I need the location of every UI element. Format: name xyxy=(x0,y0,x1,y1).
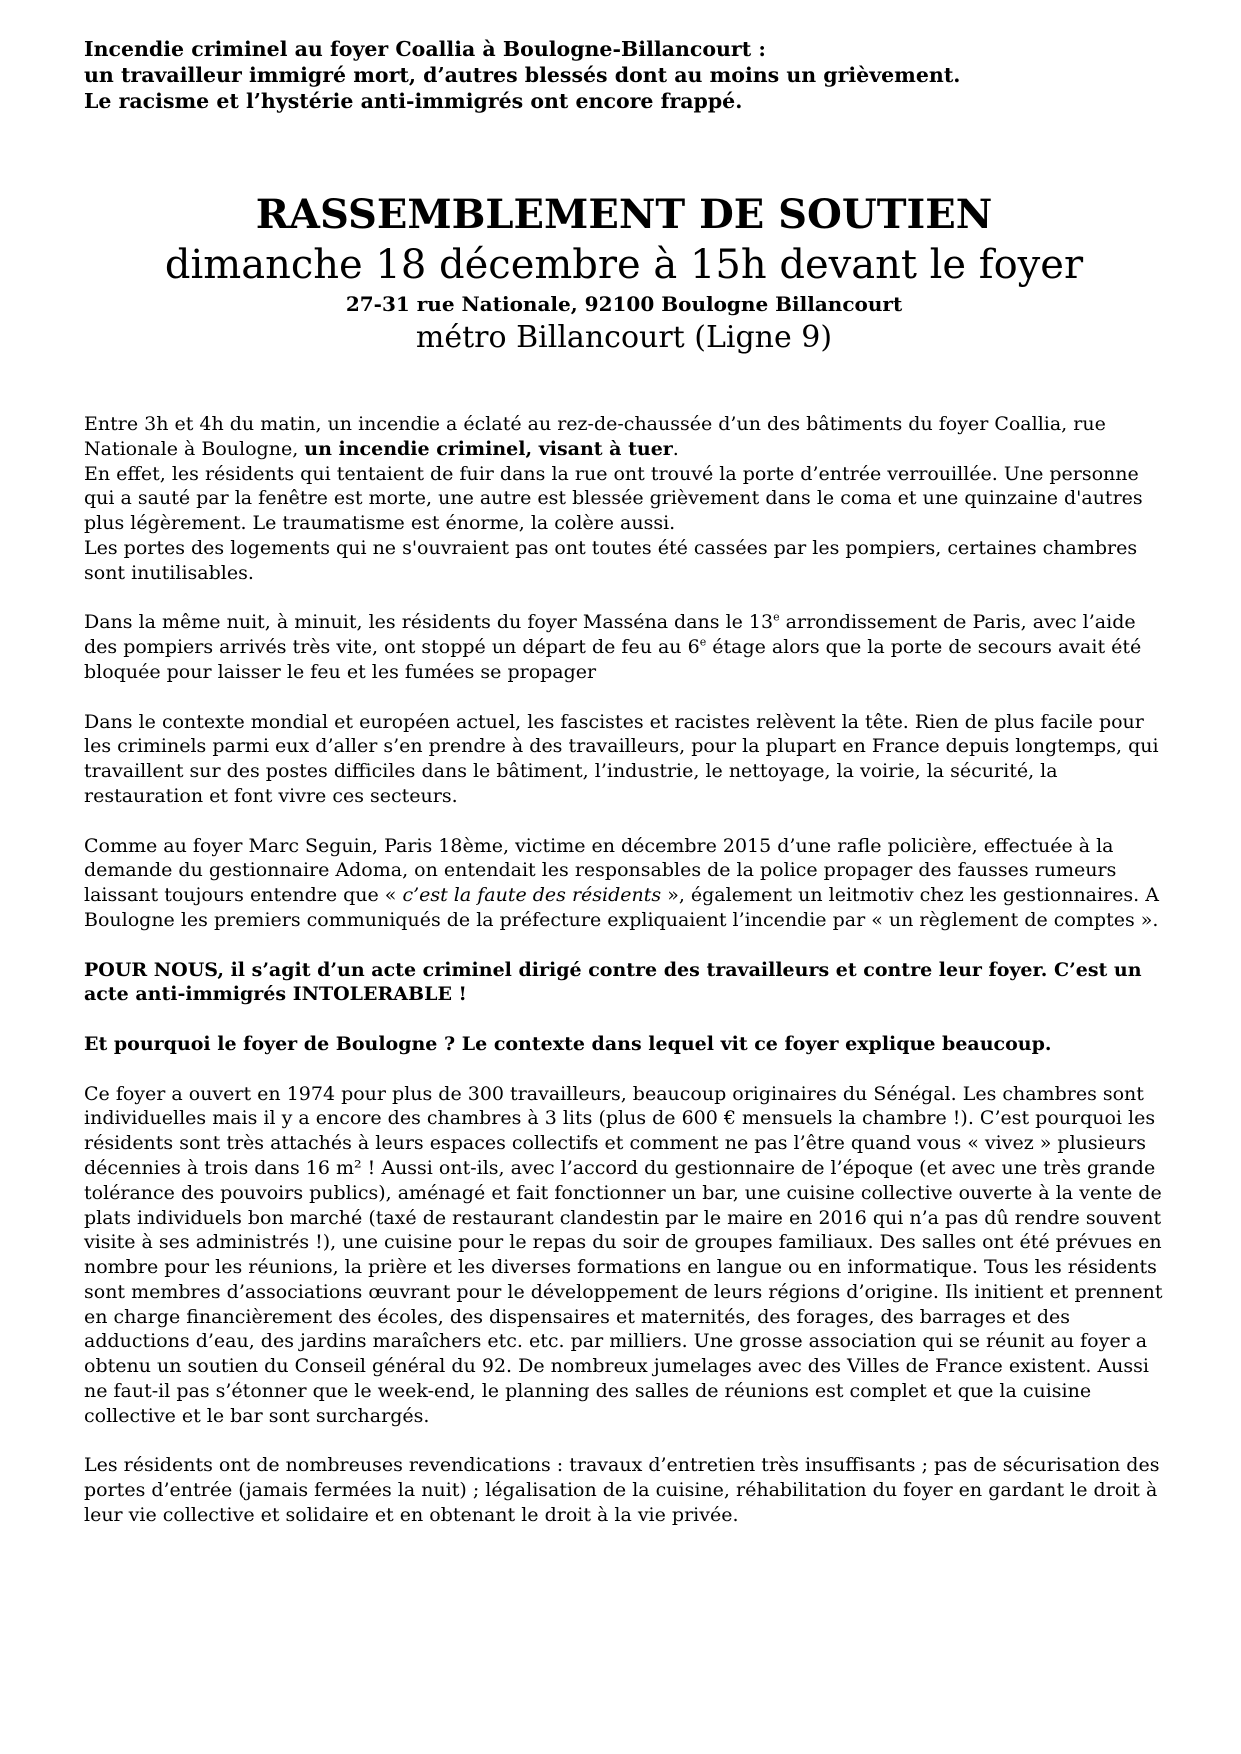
p1-text-d: En effet, les résidents qui tentaient de fuir dans la rue ont trouvé la porte d’entrée verrouillée. Une personne qui a sauté par la fenêtre est morte, une autre est blessée grièvement dans le coma et une quinzaine d'autres plus légèrement. Le traumatisme est énorme, la colère aussi. xyxy=(84,462,1143,535)
paragraph-1 xyxy=(84,412,1164,586)
banner-date: dimanche 18 décembre à 15h devant le foyer xyxy=(164,242,1084,288)
paragraph-7: Ce foyer a ouvert en 1974 pour plus de 300 travailleurs, beaucoup originaires du Sénégal. Les chambres sont individuelles mais il y a encore des chambres à 3 lits (plus de 600 € mensuels la chambre !). C’est pourquoi les résidents sont très attachés à leurs espaces collectifs et comment ne pas l’être quand vous « vivez » plusieurs décennies à trois dans 16 m² ! Aussi ont-ils, avec l’accord du gestionnaire de l’époque (et avec une très grande tolérance des pouvoirs publics), aménagé et fait fonctionner un bar, une cuisine collective ouverte à la vente de plats individuels bon marché (taxé de restaurant clandestin par le maire en 2016 qui n’a pas dû rendre souvent visite à ses administrés !), une cuisine pour le repas du soir de groupes familiaux. Des salles ont été prévues en nombre pour les réunions, la prière et les diverses formations en langue ou en informatique. Tous les résidents sont membres d’associations œuvrant pour le développement de leurs régions d’origine. Ils initient et prennent en charge financièrement des écoles, des dispensaires et maternités, des forages, des barrages et des adductions d’eau, des jardins maraîchers etc. etc. par milliers. Une grosse association qui se réunit au foyer a obtenu un soutien du Conseil général du 92. De nombreux jumelages avec des Villes de France existent. Aussi ne faut-il pas s’étonner que le week-end, le planning des salles de réunions est complet et que la cuisine collective et le bar sont surchargés. xyxy=(84,1082,1163,1427)
document-page xyxy=(84,36,1164,1553)
p2-superscript-1: e xyxy=(773,611,780,625)
p2-text-b: arrondissement de Paris, avec l’aide des pompiers arrivés très vite, ont stoppé un départ de feu au 6 xyxy=(84,611,1136,659)
paragraph-4 xyxy=(84,834,1164,933)
paragraph-2 xyxy=(84,610,1164,684)
p4-text-c: », également un leitmotiv chez les gestionnaires. A Boulogne les premiers communiqués de la préfecture expliquaient l’incendie par « un règlement de comptes ». xyxy=(84,884,1159,931)
headline-line-1: Incendie criminel au foyer Coallia à Boulogne-Billancourt : xyxy=(84,37,766,61)
banner-title: RASSEMBLEMENT DE SOUTIEN xyxy=(255,191,993,238)
p1-text-a: Entre 3h et 4h du matin, un incendie a éclaté au rez-de-chaussée d’un des bâtiments du foyer Coallia, rue Nationale à Boulogne, xyxy=(84,413,1106,460)
p2-superscript-2: e xyxy=(699,635,707,649)
article-body xyxy=(84,412,1164,1528)
banner-address: 27-31 rue Nationale, 92100 Boulogne Billancourt xyxy=(345,292,903,316)
headline xyxy=(84,36,1164,114)
paragraph-8: Les résidents ont de nombreuses revendications : travaux d’entretien très insuffisants ; pas de sécurisation des portes d’entrée (jamais fermées la nuit) ; légalisation de la cuisine, réhabilitation du foyer en gardant le droit à leur vie collective et solidaire et en obtenant le droit à la vie privée. xyxy=(84,1454,1160,1527)
paragraph-3: Dans le contexte mondial et européen actuel, les fascistes et racistes relèvent la tête. Rien de plus facile pour les criminels parmi eux d’aller s’en prendre à des travailleurs, pour la plupart en France depuis longtemps, qui travaillent sur des postes difficiles dans le bâtiment, l’industrie, le nettoyage, la voirie, la sécurité, la restauration et font vivre ces secteurs. xyxy=(84,710,1159,807)
p4-quote: c’est la faute des résidents xyxy=(402,884,662,907)
paragraph-5: POUR NOUS, il s’agit d’un acte criminel dirigé contre des travailleurs et contre leur foyer. C’est un acte anti-immigrés INTOLERABLE ! xyxy=(84,958,1142,1006)
banner-metro: métro Billancourt (Ligne 9) xyxy=(415,320,833,355)
rally-banner xyxy=(84,190,1164,358)
headline-line-3: Le racisme et l’hystérie anti-immigrés ont encore frappé. xyxy=(84,89,743,113)
p1-text-e: Les portes des logements qui ne s'ouvraient pas ont toutes été cassées par les pompiers, certaines chambres sont inutilisables. xyxy=(84,536,1138,584)
headline-line-2: un travailleur immigré mort, d’autres blessés dont au moins un grièvement. xyxy=(84,63,961,87)
p2-text-a: Dans la même nuit, à minuit, les résidents du foyer Masséna dans le 13 xyxy=(84,611,774,634)
paragraph-6: Et pourquoi le foyer de Boulogne ? Le contexte dans lequel vit ce foyer explique beaucoup. xyxy=(84,1032,1052,1055)
p4-text-a: Comme au foyer Marc Seguin, Paris 18ème, victime en décembre 2015 d’une rafle policière, effectuée à la demande du gestionnaire Adoma, on entendait les responsables de la police propager des fausses rumeurs laissant toujours entendre que « xyxy=(84,834,1117,907)
p1-emphasis: un incendie criminel, visant à tuer xyxy=(304,437,673,460)
p1-text-c: . xyxy=(672,437,679,460)
p2-text-c: étage alors que la porte de secours avait été bloquée pour laisser le feu et les fumées se propager xyxy=(84,636,1142,683)
